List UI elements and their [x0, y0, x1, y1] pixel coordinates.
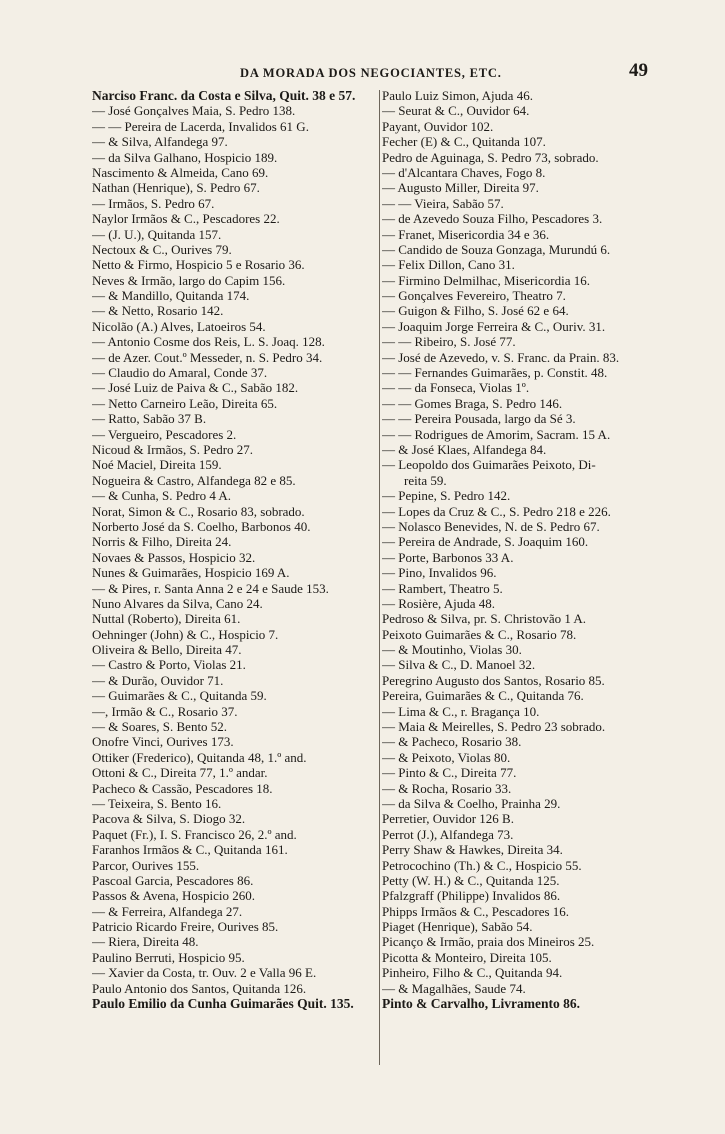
directory-entry: — Xavier da Costa, tr. Ouv. 2 e Valla 96 E.	[92, 965, 317, 981]
directory-entry: Norat, Simon & C., Rosario 83, sobrado.	[92, 503, 305, 519]
directory-entry: Passos & Avena, Hospicio 260.	[92, 888, 255, 904]
directory-entry: — da Silva Galhano, Hospicio 189.	[92, 149, 278, 165]
page-number: 49	[629, 60, 648, 81]
directory-entry: Onofre Vinci, Ourives 173.	[92, 734, 234, 750]
directory-entry: — Riera, Direita 48.	[92, 934, 199, 950]
directory-entry: — de Azer. Cout.º Messeder, n. S. Pedro 34.	[92, 349, 323, 365]
directory-entry: — Ratto, Sabão 37 B.	[92, 411, 207, 427]
directory-entry: Pedroso & Silva, pr. S. Christovão 1 A.	[382, 611, 587, 627]
directory-entry: — & Magalhães, Saude 74.	[382, 980, 526, 996]
directory-entry: — & Netto, Rosario 142.	[92, 303, 224, 319]
column-divider	[379, 90, 380, 1065]
directory-entry: — Leopoldo dos Guimarães Peixoto, Di-	[382, 457, 596, 473]
directory-entry: Pacheco & Cassão, Pescadores 18.	[92, 780, 273, 796]
directory-entry: Patricio Ricardo Freire, Ourives 85.	[92, 919, 279, 935]
directory-entry: — Nolasco Benevides, N. de S. Pedro 67.	[382, 518, 600, 534]
directory-entry: — José Gonçalves Maia, S. Pedro 138.	[92, 103, 296, 119]
directory-entry: — Teixeira, S. Bento 16.	[92, 795, 222, 811]
directory-entry: Pacova & Silva, S. Diogo 32.	[92, 811, 246, 827]
directory-entry: — José de Azevedo, v. S. Franc. da Prain. 83.	[382, 349, 620, 365]
directory-entry: Nicolão (A.) Alves, Latoeiros 54.	[92, 318, 266, 334]
directory-entry: — Porte, Barbonos 33 A.	[382, 549, 514, 565]
directory-entry: — & Silva, Alfandega 97.	[92, 134, 228, 150]
directory-entry: Peregrino Augusto dos Santos, Rosario 85.	[382, 672, 605, 688]
directory-entry: Parcor, Ourives 155.	[92, 857, 200, 873]
directory-entry: — & Soares, S. Bento 52.	[92, 719, 228, 735]
directory-entry: — — Gomes Braga, S. Pedro 146.	[382, 395, 563, 411]
directory-entry: Perrot (J.), Alfandega 73.	[382, 826, 514, 842]
directory-entry: — & Ferreira, Alfandega 27.	[92, 903, 243, 919]
directory-entry: Oehninger (John) & C., Hospicio 7.	[92, 626, 279, 642]
directory-entry: — Franet, Misericordia 34 e 36.	[382, 226, 550, 242]
directory-entry: Paulo Emilio da Cunha Guimarães Quit. 135.	[92, 996, 354, 1012]
directory-entry: — Pinto & C., Direita 77.	[382, 765, 517, 781]
directory-entry: — da Silva & Coelho, Prainha 29.	[382, 795, 561, 811]
directory-entry: — (J. U.), Quitanda 157.	[92, 226, 222, 242]
directory-entry: — de Azevedo Souza Filho, Pescadores 3.	[382, 211, 603, 227]
directory-entry: — Guigon & Filho, S. José 62 e 64.	[382, 303, 569, 319]
directory-entry: — & Pires, r. Santa Anna 2 e 24 e Saude 153.	[92, 580, 329, 596]
directory-entry: Peixoto Guimarães & C., Rosario 78.	[382, 626, 577, 642]
directory-entry: Piaget (Henrique), Sabão 54.	[382, 919, 533, 935]
directory-entry: — Castro & Porto, Violas 21.	[92, 657, 246, 673]
directory-entry: — — Ribeiro, S. José 77.	[382, 334, 516, 350]
directory-entry: Nectoux & C., Ourives 79.	[92, 241, 232, 257]
directory-entry: Pinto & Carvalho, Livramento 86.	[382, 996, 580, 1012]
running-title: DA MORADA DOS NEGOCIANTES, ETC.	[240, 66, 502, 80]
directory-entry: Pedro de Aguinaga, S. Pedro 73, sobrado.	[382, 149, 599, 165]
directory-entry: — Antonio Cosme dos Reis, L. S. Joaq. 128.	[92, 334, 325, 350]
directory-entry: — Pino, Invalidos 96.	[382, 565, 497, 581]
directory-entry: Narciso Franc. da Costa e Silva, Quit. 38 e 57.	[92, 88, 356, 103]
directory-entry: — Netto Carneiro Leão, Direita 65.	[92, 395, 278, 411]
directory-entry: Paulo Antonio dos Santos, Quitanda 126.	[92, 980, 307, 996]
directory-entry: — Gonçalves Fevereiro, Theatro 7.	[382, 288, 566, 304]
directory-entry: — Seurat & C., Ouvidor 64.	[382, 103, 530, 119]
left-column	[92, 88, 378, 1011]
directory-entry: — & Pacheco, Rosario 38.	[382, 734, 522, 750]
directory-entry: Noé Maciel, Direita 159.	[92, 457, 222, 473]
directory-entry: — Lopes da Cruz & C., S. Pedro 218 e 226.	[382, 503, 611, 519]
directory-entry: — & Moutinho, Violas 30.	[382, 642, 522, 658]
directory-entry: Nunes & Guimarães, Hospicio 169 A.	[92, 565, 290, 581]
directory-entry: Neves & Irmão, largo do Capim 156.	[92, 272, 286, 288]
directory-entry: Pascoal Garcia, Pescadores 86.	[92, 872, 254, 888]
directory-entry: Paulo Luiz Simon, Ajuda 46.	[382, 88, 533, 103]
directory-entry: Netto & Firmo, Hospicio 5 e Rosario 36.	[92, 257, 305, 273]
directory-entry: — Claudio do Amaral, Conde 37.	[92, 365, 268, 381]
directory-entry: Phipps Irmãos & C., Pescadores 16.	[382, 903, 570, 919]
right-column	[382, 88, 700, 1011]
directory-entry: — — Vieira, Sabão 57.	[382, 195, 504, 211]
directory-entry: — José Luiz de Paiva & C., Sabão 182.	[92, 380, 299, 396]
directory-entry: — & José Klaes, Alfandega 84.	[382, 441, 547, 457]
directory-entry: — & Peixoto, Violas 80.	[382, 749, 511, 765]
directory-entry: — Firmino Delmilhac, Misericordia 16.	[382, 272, 590, 288]
directory-entry: Pinheiro, Filho & C., Quitanda 94.	[382, 965, 563, 981]
directory-entry: — & Rocha, Rosario 33.	[382, 780, 512, 796]
directory-entry: Perretier, Ouvidor 126 B.	[382, 811, 514, 827]
directory-entry: Petty (W. H.) & C., Quitanda 125.	[382, 872, 560, 888]
directory-entry: — & Cunha, S. Pedro 4 A.	[92, 488, 232, 504]
directory-entry: — Rambert, Theatro 5.	[382, 580, 503, 596]
directory-entry: Perry Shaw & Hawkes, Direita 34.	[382, 842, 563, 858]
directory-entry: Nogueira & Castro, Alfandega 82 e 85.	[92, 472, 296, 488]
directory-entry: Novaes & Passos, Hospicio 32.	[92, 549, 256, 565]
directory-entry: Petrocochino (Th.) & C., Hospicio 55.	[382, 857, 582, 873]
directory-entry: —, Irmão & C., Rosario 37.	[92, 703, 238, 719]
directory-entry: — Augusto Miller, Direita 97.	[382, 180, 539, 196]
directory-entry: Ottoni & C., Direita 77, 1.º andar.	[92, 765, 268, 781]
directory-entry: — — Fernandes Guimarães, p. Constit. 48.	[382, 365, 608, 381]
directory-entry: Ottiker (Frederico), Quitanda 48, 1.º and.	[92, 749, 307, 765]
directory-entry: — Rosière, Ajuda 48.	[382, 595, 496, 611]
directory-entry: — Pereira de Andrade, S. Joaquim 160.	[382, 534, 589, 550]
directory-entry: Faranhos Irmãos & C., Quitanda 161.	[92, 842, 288, 858]
directory-entry: Picanço & Irmão, praia dos Mineiros 25.	[382, 934, 595, 950]
directory-entry: — d'Alcantara Chaves, Fogo 8.	[382, 164, 546, 180]
directory-entry: — — Pereira Pousada, largo da Sé 3.	[382, 411, 576, 427]
directory-entry: Nuttal (Roberto), Direita 61.	[92, 611, 241, 627]
directory-entry: — Guimarães & C., Quitanda 59.	[92, 688, 267, 704]
directory-entry: — Pepine, S. Pedro 142.	[382, 488, 511, 504]
directory-entry: Naylor Irmãos & C., Pescadores 22.	[92, 211, 280, 227]
directory-entry: Pfalzgraff (Philippe) Invalidos 86.	[382, 888, 561, 904]
directory-entry: Nicoud & Irmãos, S. Pedro 27.	[92, 441, 254, 457]
directory-entry: — Vergueiro, Pescadores 2.	[92, 426, 237, 442]
directory-entry: reita 59.	[404, 472, 447, 488]
directory-entry: Pereira, Guimarães & C., Quitanda 76.	[382, 688, 584, 704]
directory-entry: — & Mandillo, Quitanda 174.	[92, 288, 250, 304]
directory-entry: — Felix Dillon, Cano 31.	[382, 257, 515, 273]
directory-entry: Picotta & Monteiro, Direita 105.	[382, 949, 552, 965]
directory-entry: Paulino Berruti, Hospicio 95.	[92, 949, 245, 965]
directory-entry: Oliveira & Bello, Direita 47.	[92, 642, 242, 658]
directory-entry: Nuno Alvares da Silva, Cano 24.	[92, 595, 263, 611]
directory-entry: Norris & Filho, Direita 24.	[92, 534, 232, 550]
directory-entry: Norberto José da S. Coelho, Barbonos 40.	[92, 518, 311, 534]
directory-entry: Nascimento & Almeida, Cano 69.	[92, 164, 269, 180]
directory-entry: Fecher (E) & C., Quitanda 107.	[382, 134, 546, 150]
directory-entry: — — da Fonseca, Violas 1º.	[382, 380, 530, 396]
directory-entry: — — Rodrigues de Amorim, Sacram. 15 A.	[382, 426, 611, 442]
directory-entry: — Irmãos, S. Pedro 67.	[92, 195, 215, 211]
directory-entry: — Maia & Meirelles, S. Pedro 23 sobrado.	[382, 719, 606, 735]
directory-entry: — Silva & C., D. Manoel 32.	[382, 657, 536, 673]
directory-entry: — & Durão, Ouvidor 71.	[92, 672, 224, 688]
directory-entry: Nathan (Henrique), S. Pedro 67.	[92, 180, 260, 196]
directory-entry: — Lima & C., r. Bragança 10.	[382, 703, 540, 719]
directory-entry: — Candido de Souza Gonzaga, Murundú 6.	[382, 241, 611, 257]
directory-entry: Paquet (Fr.), I. S. Francisco 26, 2.º and.	[92, 826, 297, 842]
directory-entry: — — Pereira de Lacerda, Invalidos 61 G.	[92, 118, 309, 134]
page-header	[0, 58, 725, 84]
directory-entry: Payant, Ouvidor 102.	[382, 118, 494, 134]
directory-entry: — Joaquim Jorge Ferreira & C., Ouriv. 31.	[382, 318, 606, 334]
